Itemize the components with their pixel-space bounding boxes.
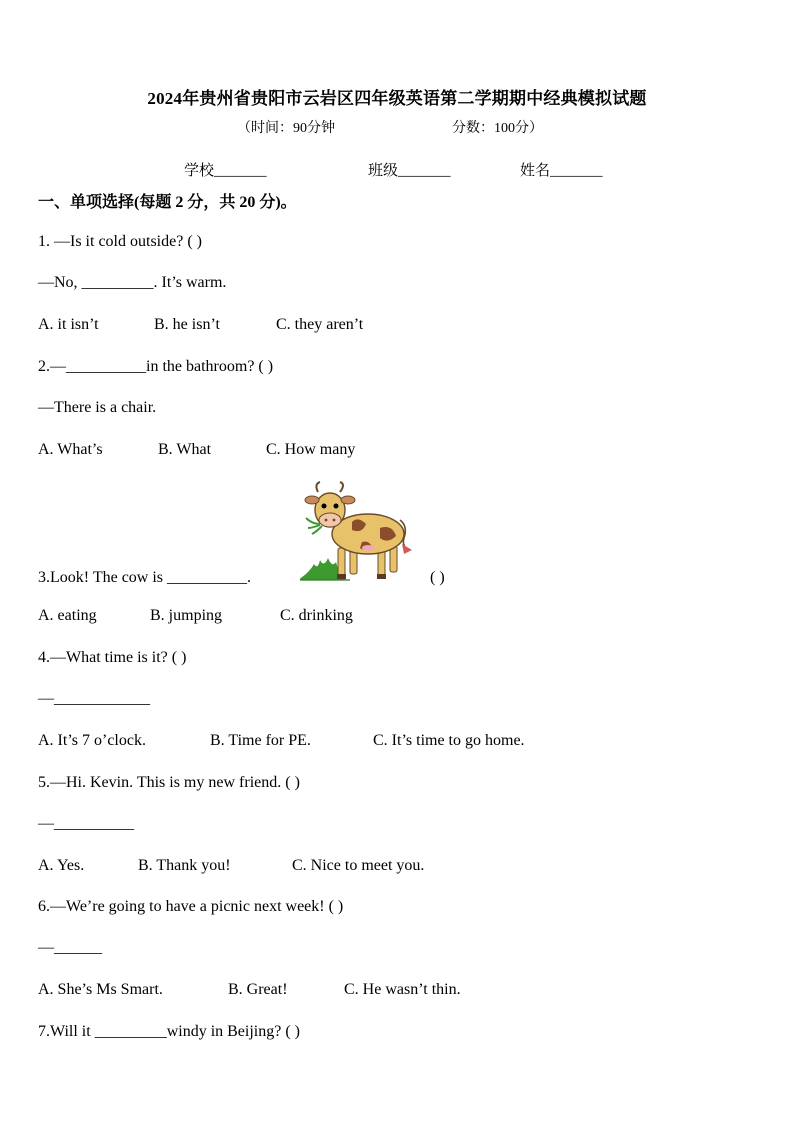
question-2-answer: —There is a chair.: [38, 399, 157, 416]
question-1-option-a: A. it isn’t: [38, 316, 99, 333]
exam-score: 分数：100分）: [452, 121, 543, 136]
question-3-option-c: C. drinking: [280, 607, 353, 624]
question-1-option-b: B. he isn’t: [154, 316, 220, 333]
cow-eating-grass-image: [300, 480, 422, 584]
question-6-option-a: A. She’s Ms Smart.: [38, 981, 163, 998]
question-5-option-b: B. Thank you!: [138, 857, 231, 874]
question-7-stem: 7.Will it _________windy in Beijing? ( ): [38, 1023, 300, 1040]
question-3-stem: 3.Look! The cow is __________.: [38, 569, 252, 586]
question-3-option-b: B. jumping: [150, 607, 223, 624]
question-5-option-a: A. Yes.: [38, 857, 85, 874]
question-3-bracket: ( ): [430, 569, 445, 586]
question-1-stem: 1. —Is it cold outside? ( ): [38, 233, 202, 250]
question-6-option-b: B. Great!: [228, 981, 288, 998]
question-6-stem: 6.—We’re going to have a picnic next week! ( ): [38, 898, 344, 915]
question-5-answer: —__________: [38, 815, 134, 832]
question-5-stem: 5.—Hi. Kevin. This is my new friend. ( ): [38, 774, 300, 791]
class-field: 班级_______: [368, 163, 451, 179]
name-field: 姓名_______: [520, 163, 603, 179]
question-4-option-b: B. Time for PE.: [210, 732, 311, 749]
school-field: 学校_______: [184, 163, 267, 179]
question-4-stem: 4.—What time is it? ( ): [38, 649, 187, 666]
question-2-option-a: A. What’s: [38, 441, 103, 458]
section-heading: 一、单项选择(每题 2 分，共 20 分)。: [38, 194, 297, 211]
exam-time: （时间：90分钟: [237, 121, 335, 136]
question-5-option-c: C. Nice to meet you.: [292, 857, 425, 874]
question-2-stem: 2.—__________in the bathroom? ( ): [38, 358, 274, 375]
question-1-option-c: C. they aren’t: [276, 316, 364, 333]
question-3-option-a: A. eating: [38, 607, 97, 624]
question-2-option-c: C. How many: [266, 441, 356, 458]
page-title: 2024年贵州省贵阳市云岩区四年级英语第二学期期中经典模拟试题: [147, 89, 647, 108]
question-6-answer: —______: [38, 939, 102, 956]
question-4-option-c: C. It’s time to go home.: [373, 732, 525, 749]
question-4-answer: —____________: [38, 690, 150, 707]
question-4-option-a: A. It’s 7 o’clock.: [38, 732, 146, 749]
question-1-answer: —No, _________. It’s warm.: [38, 274, 227, 291]
question-2-option-b: B. What: [158, 441, 212, 458]
question-6-option-c: C. He wasn’t thin.: [344, 981, 461, 998]
